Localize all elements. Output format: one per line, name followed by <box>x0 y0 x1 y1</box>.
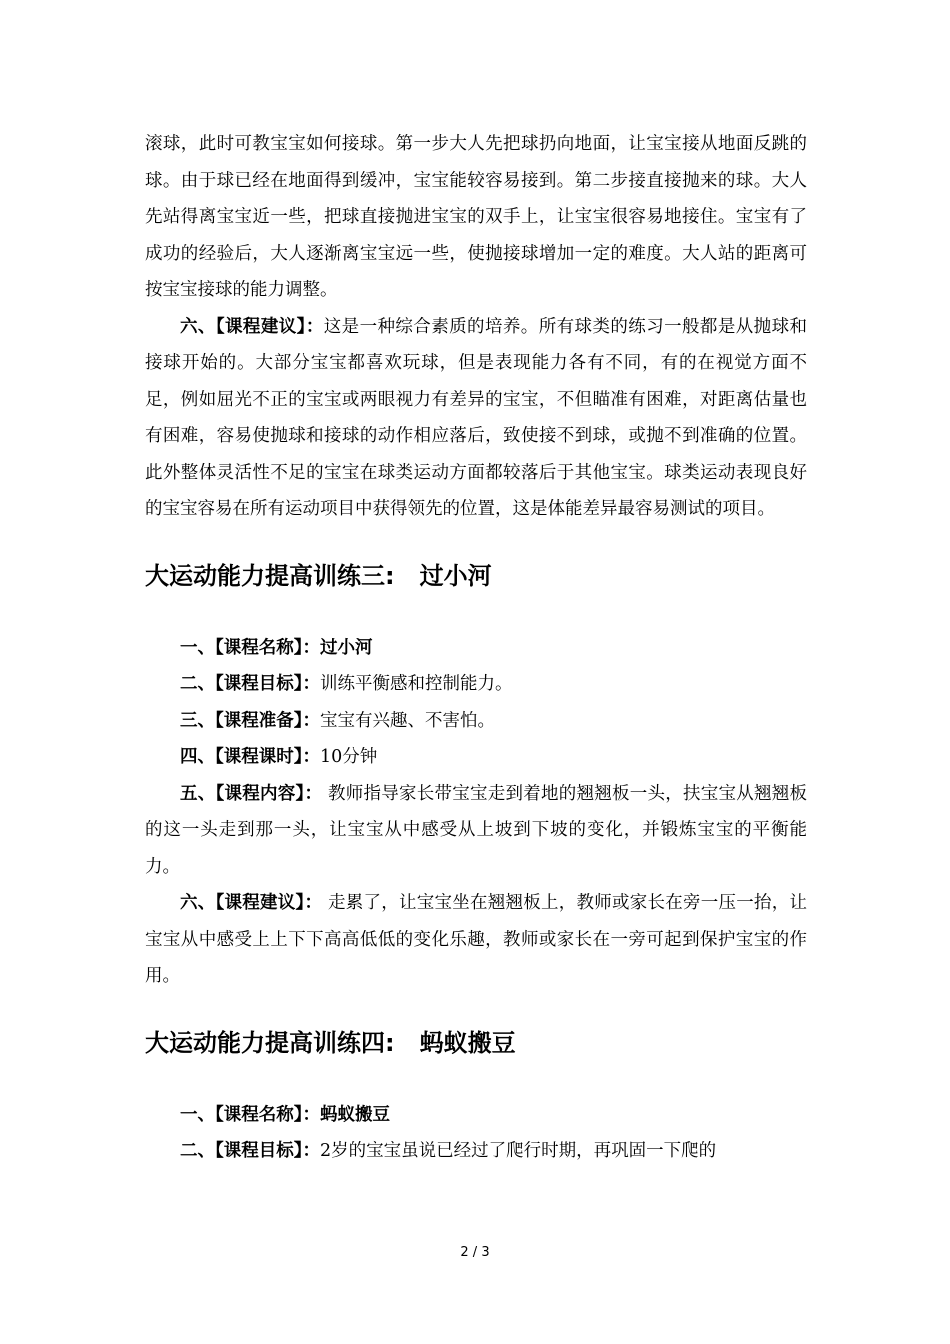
section3-course-prep <box>145 703 807 740</box>
intro-paragraph: 滚球，此时可教宝宝如何接球。第一步大人先把球扔向地面，让宝宝接从地面反跳的球。由于球已经在地面得到缓冲，宝宝能较容易接到。第二步接直接抛来的球。大人先站得离宝宝近一些，把球直接抛进宝宝的双手上，让宝宝很容易地接住。宝宝有了成功的经验后，大人逐渐离宝宝远一些，使抛接球增加一定的难度。大人站的距离可按宝宝接球的能力调整。 <box>145 134 807 300</box>
item-value: 训练平衡感和控制能力。 <box>320 674 513 694</box>
section3-heading: 大运动能力提高训练三: 过小河 <box>145 561 492 590</box>
section3-course-goal <box>145 666 807 703</box>
item-value: 10分钟 <box>320 747 378 767</box>
item-value: 蚂蚁搬豆 <box>320 1104 390 1125</box>
item-value: 教师指导家长带宝宝走到着地的翘翘板一头，扶宝宝从翘翘板的这一头走到那一头，让宝宝从中感受从上坡到下坡的变化，并锻炼宝宝的平衡能力。 <box>145 783 807 877</box>
section3-course-name <box>145 630 807 667</box>
intro-suggestion <box>145 309 807 528</box>
section4-heading: 大运动能力提高训练四: 蚂蚁搬豆 <box>145 1028 516 1057</box>
item-value: 宝宝有兴趣、不害怕。 <box>320 710 495 731</box>
item-label: 二、【课程目标】： <box>180 674 320 694</box>
item-label: 一、【课程名称】： <box>180 1104 320 1125</box>
item-label: 三、【课程准备】： <box>180 710 320 731</box>
item-label: 一、【课程名称】： <box>180 637 320 658</box>
item-value: 2岁的宝宝虽说已经过了爬行时期，再巩固一下爬的 <box>320 1141 717 1161</box>
item-label: 四、【课程课时】： <box>180 747 320 767</box>
section3-course-suggestion <box>145 885 807 995</box>
page-number: 2 / 3 <box>460 1245 490 1260</box>
item-label: 五、【课程内容】： <box>180 783 323 804</box>
suggestion-text: 这是一种综合素质的培养。所有球类的练习一般都是从抛球和接球开始的。大部分宝宝都喜欢玩球，但是表现能力各有不同，有的在视觉方面不足，例如屈光不正的宝宝或两眼视力有差异的宝宝，不但瞄准有困难，对距离估量也有困难，容易使抛球和接球的动作相应落后，致使接不到球，或抛不到准确的位置。此外整体灵活性不足的宝宝在球类运动方面都较落后于其他宝宝。球类运动表现良好的宝宝容易在所有运动项目中获得领先的位置，这是体能差异最容易测试的项目。 <box>145 316 808 519</box>
item-label: 二、【课程目标】： <box>180 1141 320 1161</box>
section4-course-name <box>145 1097 807 1134</box>
page-content <box>145 126 807 1170</box>
section3-course-duration <box>145 739 807 776</box>
suggestion-label: 六、【课程建议】： <box>180 316 324 337</box>
section3-course-content <box>145 776 807 886</box>
item-label: 六、【课程建议】： <box>180 893 323 913</box>
item-value: 走累了，让宝宝坐在翘翘板上，教师或家长在旁一压一抬，让宝宝从中感受上上下下高高低低的变化乐趣，教师或家长在一旁可起到保护宝宝的作用。 <box>145 893 807 986</box>
section4-course-goal <box>145 1133 807 1170</box>
item-value: 过小河 <box>320 637 373 658</box>
